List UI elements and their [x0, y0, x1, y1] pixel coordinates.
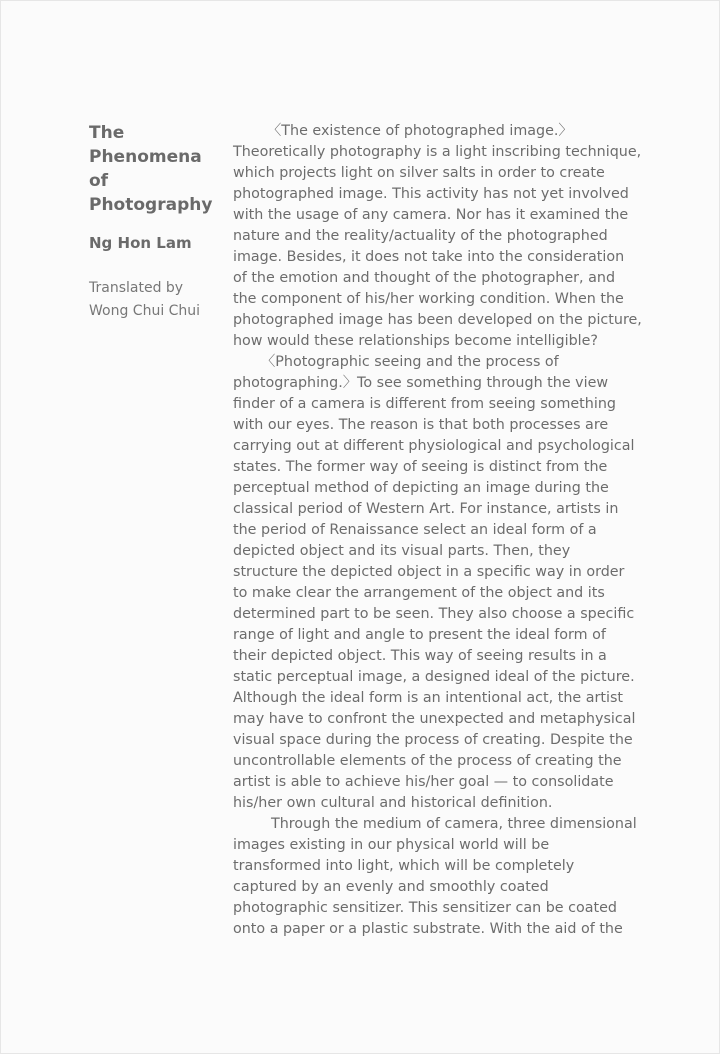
text-line: of the emotion and thought of the photographer, and: [233, 270, 616, 286]
text-line: depicted object and its visual parts. Then, they: [233, 543, 571, 559]
text-line: transformed into light, which will be completely: [233, 858, 575, 874]
translator-credit: [89, 277, 219, 323]
text-line: classical period of Western Art. For instance, artists in: [233, 501, 619, 517]
text-line: the period of Renaissance select an ideal form of a: [233, 522, 597, 538]
paragraph-photographic-seeing: [233, 352, 653, 814]
text-line: carrying out at different physiological and psychological: [233, 438, 635, 454]
author-name: Ng Hon Lam: [89, 234, 192, 252]
text-line: visual space during the process of creating. Despite the: [233, 732, 633, 748]
text-line: how would these relationships become intelligible?: [233, 333, 598, 349]
text-line: images existing in our physical world will be: [233, 837, 550, 853]
text-line: photographed image. This activity has not yet involved: [233, 186, 629, 202]
text-line: photographing.〉To see something through the view: [233, 375, 609, 391]
text-line: their depicted object. This way of seeing results in a: [233, 648, 607, 664]
text-line: photographed image has been developed on the picture,: [233, 312, 642, 328]
text-line: the component of his/her working condition. When the: [233, 291, 624, 307]
text-line: artist is able to achieve his/her goal — to consolidate: [233, 774, 614, 790]
text-line: with our eyes. The reason is that both processes are: [233, 417, 609, 433]
text-line: nature and the reality/actuality of the photographed: [233, 228, 608, 244]
title-line: The: [89, 123, 125, 143]
text-line: captured by an evenly and smoothly coated: [233, 879, 549, 895]
paragraph-medium-of-camera: [233, 814, 653, 940]
text-line: onto a paper or a plastic substrate. With the aid of the: [233, 921, 623, 937]
text-line: may have to confront the unexpected and metaphysical: [233, 711, 636, 727]
text-line: which projects light on silver salts in order to create: [233, 165, 605, 181]
text-line: image. Besides, it does not take into the consideration: [233, 249, 625, 265]
text-line: states. The former way of seeing is distinct from the: [233, 459, 608, 475]
text-line: to make clear the arrangement of the object and its: [233, 585, 605, 601]
text-line: static perceptual image, a designed ideal of the picture.: [233, 669, 635, 685]
article-title: [89, 121, 219, 217]
text-line: finder of a camera is different from seeing something: [233, 396, 616, 412]
text-line: photographic sensitizer. This sensitizer can be coated: [233, 900, 617, 916]
text-line: Through the medium of camera, three dimensional: [271, 816, 637, 832]
article-body: [233, 121, 653, 940]
title-line: of: [89, 171, 109, 191]
text-line: 〈Photographic seeing and the process of: [261, 354, 559, 370]
paragraph-existence: [233, 121, 653, 352]
text-line: his/her own cultural and historical definition.: [233, 795, 553, 811]
translator-line: Wong Chui Chui: [89, 303, 201, 319]
text-line: Although the ideal form is an intentional act, the artist: [233, 690, 624, 706]
text-line: Theoretically photography is a light inscribing technique,: [233, 144, 642, 160]
text-line: 〈The existence of photographed image.〉: [267, 123, 573, 139]
title-line: Phenomena: [89, 147, 202, 167]
text-line: determined part to be seen. They also choose a specific: [233, 606, 635, 622]
text-line: perceptual method of depicting an image during the: [233, 480, 609, 496]
text-line: uncontrollable elements of the process of creating the: [233, 753, 622, 769]
text-line: structure the depicted object in a specific way in order: [233, 564, 625, 580]
sidebar: [89, 121, 219, 323]
translator-line: Translated by: [89, 280, 184, 296]
title-line: Photography: [89, 195, 213, 215]
text-line: with the usage of any camera. Nor has it examined the: [233, 207, 629, 223]
text-line: range of light and angle to present the ideal form of: [233, 627, 606, 643]
